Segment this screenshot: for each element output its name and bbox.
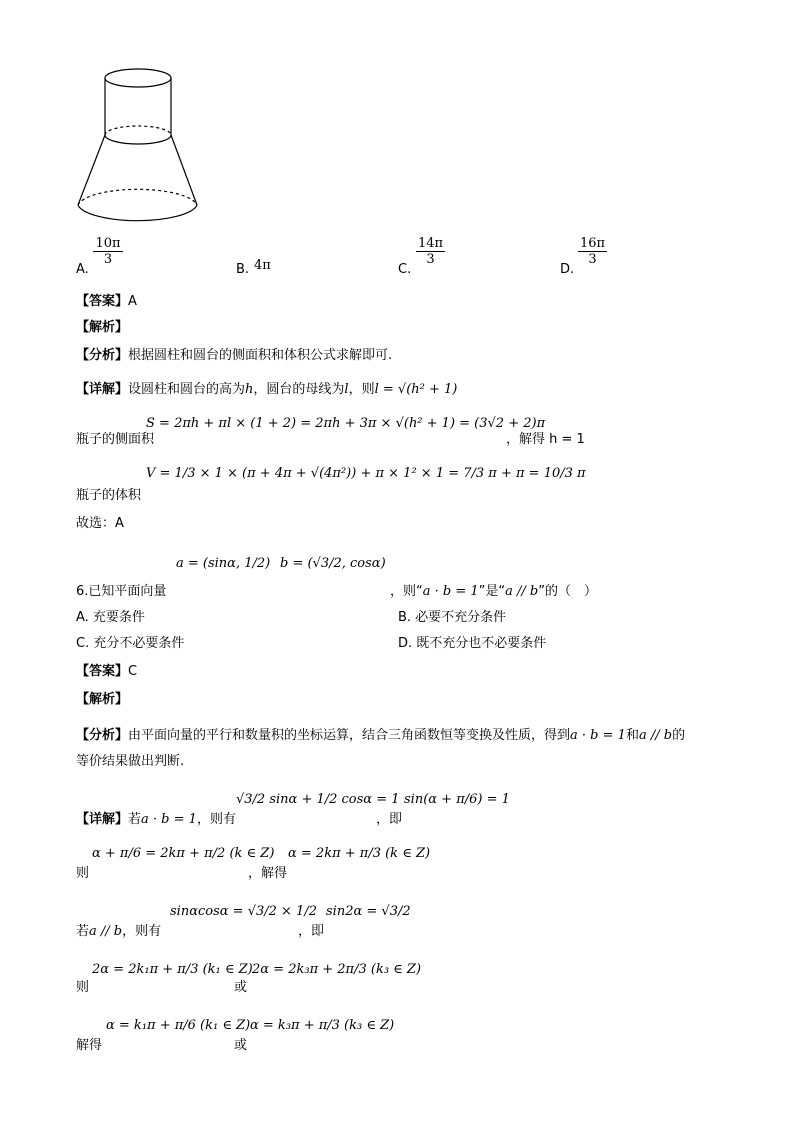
condition-2: a // b	[89, 924, 123, 939]
side-area-result: ，解得 h = 1	[506, 432, 585, 447]
condition-2: a // b	[505, 584, 539, 599]
numerator: 16π	[580, 236, 606, 251]
or-label-2: 或	[234, 1038, 248, 1053]
side-area-formula: S = 2πh + πl × (1 + 2) = 2πh + 3π × √(h² + 1) = (3√2 + 2)π	[146, 416, 546, 431]
denominator: 3	[578, 251, 607, 267]
stem-text: ，则“	[390, 584, 423, 599]
detail-text: 若	[76, 924, 90, 939]
cylinder-top-ellipse	[105, 69, 171, 87]
equation-4: α = 2kπ + π/3 (k ∈ Z)	[288, 846, 431, 861]
cylinder-bottom-back	[105, 126, 171, 135]
then-label-1: 则	[76, 866, 90, 881]
side-area-label: 瓶子的侧面积	[76, 432, 155, 447]
solve-label-1: ，解得	[248, 866, 288, 881]
fenxi-tag: 【分析】	[76, 728, 129, 743]
option-b-value: 4π	[254, 258, 271, 273]
option-d	[560, 262, 574, 277]
stem-text: ”是“	[478, 584, 506, 599]
var-h: h	[245, 382, 254, 397]
q6-option-a: A. 充要条件	[76, 610, 145, 625]
analysis-tag-5: 【解析】	[76, 320, 129, 335]
formula-l: l = √(h² + 1)	[374, 382, 458, 397]
equation-9: α = k₁π + π/6 (k₁ ∈ Z)	[106, 1018, 251, 1033]
stem-text: ”的（ ）	[538, 584, 597, 599]
option-d-fraction	[578, 236, 607, 267]
fenxi-text: 由平面向量的平行和数量积的坐标运算，结合三角函数恒等变换及性质，得到	[128, 728, 571, 743]
option-b	[236, 262, 249, 277]
frustum-right-edge	[171, 135, 197, 205]
numerator: 14π	[418, 236, 444, 251]
detail-tag: 【详解】	[76, 812, 129, 827]
option-c	[398, 262, 411, 277]
question-6-stem	[76, 580, 166, 599]
frustum-bottom-back	[78, 189, 197, 205]
answer-tag: 【答案】	[76, 664, 129, 679]
fenxi-tag: 【分析】	[76, 348, 129, 363]
fenxi-text: 的	[672, 728, 686, 743]
detail-text: ，圆台的母线为	[253, 382, 345, 397]
fenxi-text: 和	[625, 728, 639, 743]
volume-formula: V = 1/3 × 1 × (π + 4π + √(4π²)) + π × 1² × 1 = 7/3 π + π = 10/3 π	[146, 466, 586, 481]
question-6-tail	[390, 580, 597, 599]
equation-2: sin(α + π/6) = 1	[404, 792, 510, 807]
namely-2: ，即	[298, 924, 325, 939]
fenxi-line-5	[76, 344, 392, 363]
bottle-drawing	[78, 69, 197, 221]
q6-option-d: D. 既不充分也不必要条件	[398, 636, 547, 651]
option-label: D.	[560, 262, 575, 277]
equation-6: sin2α = √3/2	[326, 904, 411, 919]
frustum-left-edge	[78, 135, 105, 205]
stem-text: 已知平面向量	[88, 584, 167, 599]
detail-text: 设圆柱和圆台的高为	[128, 382, 246, 397]
option-label: C.	[398, 262, 412, 277]
q6-option-b: B. 必要不充分条件	[398, 610, 507, 625]
equation-10: α = k₃π + π/3 (k₃ ∈ Z)	[250, 1018, 395, 1033]
equation-8: 2α = 2k₃π + 2π/3 (k₃ ∈ Z)	[252, 962, 422, 977]
choose-line-5: 故选：A	[76, 516, 124, 531]
cylinder-bottom-front	[105, 135, 171, 144]
equation-5: sinαcosα = √3/2 × 1/2	[170, 904, 317, 919]
answer-value: A	[128, 294, 137, 309]
detail-text: ，则有	[196, 812, 236, 827]
equation-3: α + π/6 = 2kπ + π/2 (k ∈ Z)	[92, 846, 275, 861]
detail-text: ，则	[348, 382, 375, 397]
condition-1: a · b = 1	[422, 584, 479, 599]
answer-value: C	[128, 664, 138, 679]
or-label-1: 或	[234, 980, 248, 995]
equation-7: 2α = 2k₁π + π/3 (k₁ ∈ Z)	[92, 962, 253, 977]
answer-tag: 【答案】	[76, 294, 129, 309]
answer-line-6	[76, 660, 137, 679]
option-label: A.	[76, 262, 89, 277]
then-label-2: 则	[76, 980, 90, 995]
detail-line-6a	[76, 808, 236, 827]
denominator: 3	[416, 251, 445, 267]
frustum-bottom-front	[78, 205, 197, 221]
condition-1: a · b = 1	[570, 728, 626, 743]
volume-label: 瓶子的体积	[76, 488, 142, 503]
fenxi-line-6b: 等价结果做出判断.	[76, 754, 185, 769]
detail-text: 若	[128, 812, 142, 827]
option-c-fraction	[416, 236, 445, 267]
vector-b: b = (√3/2, cosα)	[280, 556, 386, 571]
equation-1: √3/2 sinα + 1/2 cosα = 1	[236, 792, 400, 807]
fenxi-text: 根据圆柱和圆台的侧面积和体积公式求解即可.	[128, 348, 393, 363]
option-a-fraction	[92, 236, 124, 267]
var-l: l	[344, 382, 349, 397]
answer-line-5	[76, 290, 137, 309]
analysis-tag-6: 【解析】	[76, 692, 129, 707]
option-a	[76, 262, 89, 277]
vector-a: a = (sinα, 1/2)	[176, 556, 271, 571]
denominator: 3	[93, 251, 122, 267]
detail-tag: 【详解】	[76, 382, 129, 397]
detail-line-5	[76, 378, 457, 397]
solve-label-2: 解得	[76, 1038, 103, 1053]
q6-option-c: C. 充分不必要条件	[76, 636, 185, 651]
fenxi-line-6	[76, 724, 685, 743]
bottle-figure	[70, 62, 210, 232]
numerator: 10π	[95, 236, 121, 251]
detail-text: ，则有	[122, 924, 162, 939]
option-label: B.	[236, 262, 250, 277]
question-number: 6.	[76, 584, 89, 599]
if-parallel-line	[76, 920, 161, 939]
condition-2: a // b	[638, 728, 673, 743]
condition-1: a · b = 1	[141, 812, 197, 827]
namely-1: ，即	[376, 812, 403, 827]
